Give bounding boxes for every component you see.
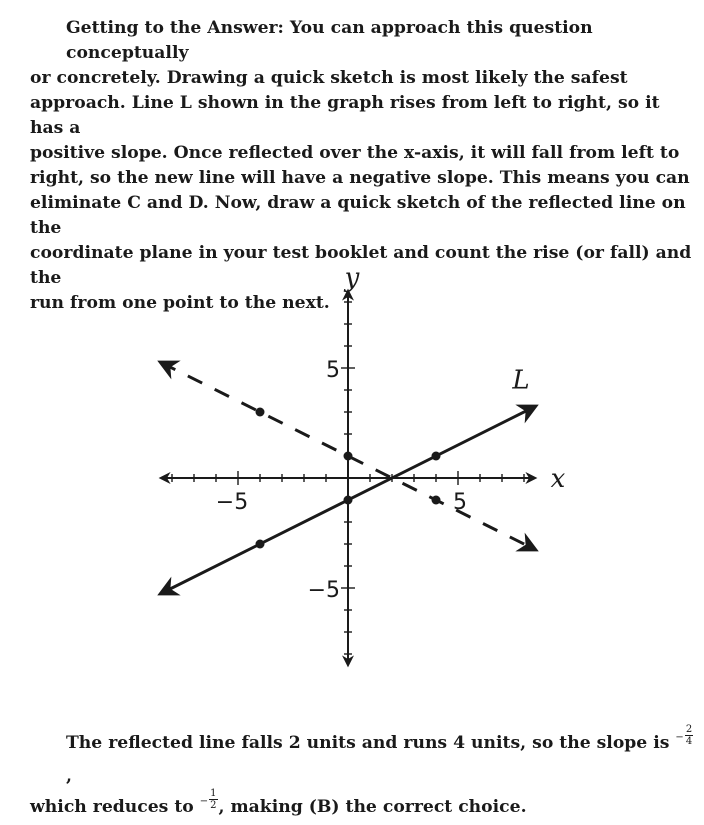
fraction-numerator: 2 [685, 724, 693, 735]
x-axis-label: x [550, 464, 566, 494]
data-point [256, 540, 265, 549]
fraction-one-half [209, 788, 217, 811]
fraction-sign: − [675, 732, 684, 743]
paragraph-text: which reduces to [30, 797, 194, 817]
x-tick-label: 5 [453, 490, 467, 515]
data-point [344, 496, 353, 505]
y-tick-label: −5 [307, 578, 340, 603]
paragraph-line: Getting to the Answer: You can approach this question conceptually [66, 18, 593, 63]
paragraph-line [30, 788, 695, 825]
paragraph-text: , [66, 766, 72, 786]
data-point [256, 408, 265, 417]
paragraph-line: right, so the new line will have a negative slope. This means you can [30, 168, 690, 188]
paragraph-line: eliminate C and D. Now, draw a quick sketch of the reflected line on the [30, 193, 686, 238]
conclusion-paragraph [30, 724, 695, 825]
y-tick-label: 5 [326, 358, 340, 383]
paragraph-text: The reflected line falls 2 units and runs 4 units, so the slope is [66, 733, 670, 753]
data-point [432, 496, 441, 505]
fraction-denominator: 2 [210, 800, 217, 811]
paragraph-line: positive slope. Once reflected over the x-axis, it will fall from left to [30, 143, 680, 163]
fraction-denominator: 4 [685, 736, 693, 747]
coordinate-graph [140, 240, 580, 690]
paragraph-line: run from one point to the next. [30, 293, 330, 313]
line-label: L [512, 365, 530, 396]
data-point [432, 452, 441, 461]
paragraph-line: or concretely. Drawing a quick sketch is most likely the safest [30, 68, 628, 88]
paragraph-text: , making (B) the correct choice. [218, 797, 527, 817]
fraction-sign: − [199, 796, 209, 807]
data-point [344, 452, 353, 461]
y-axis-label: y [344, 263, 360, 293]
fraction-two-fourths [685, 724, 693, 747]
paragraph-line [30, 724, 695, 792]
paragraph-line: approach. Line L shown in the graph rises from left to right, so it has a [30, 93, 660, 138]
x-tick-label: −5 [215, 490, 249, 515]
paragraph-line: coordinate plane in your test booklet and count the rise (or fall) and the [30, 243, 692, 288]
fraction-numerator: 1 [210, 788, 217, 799]
